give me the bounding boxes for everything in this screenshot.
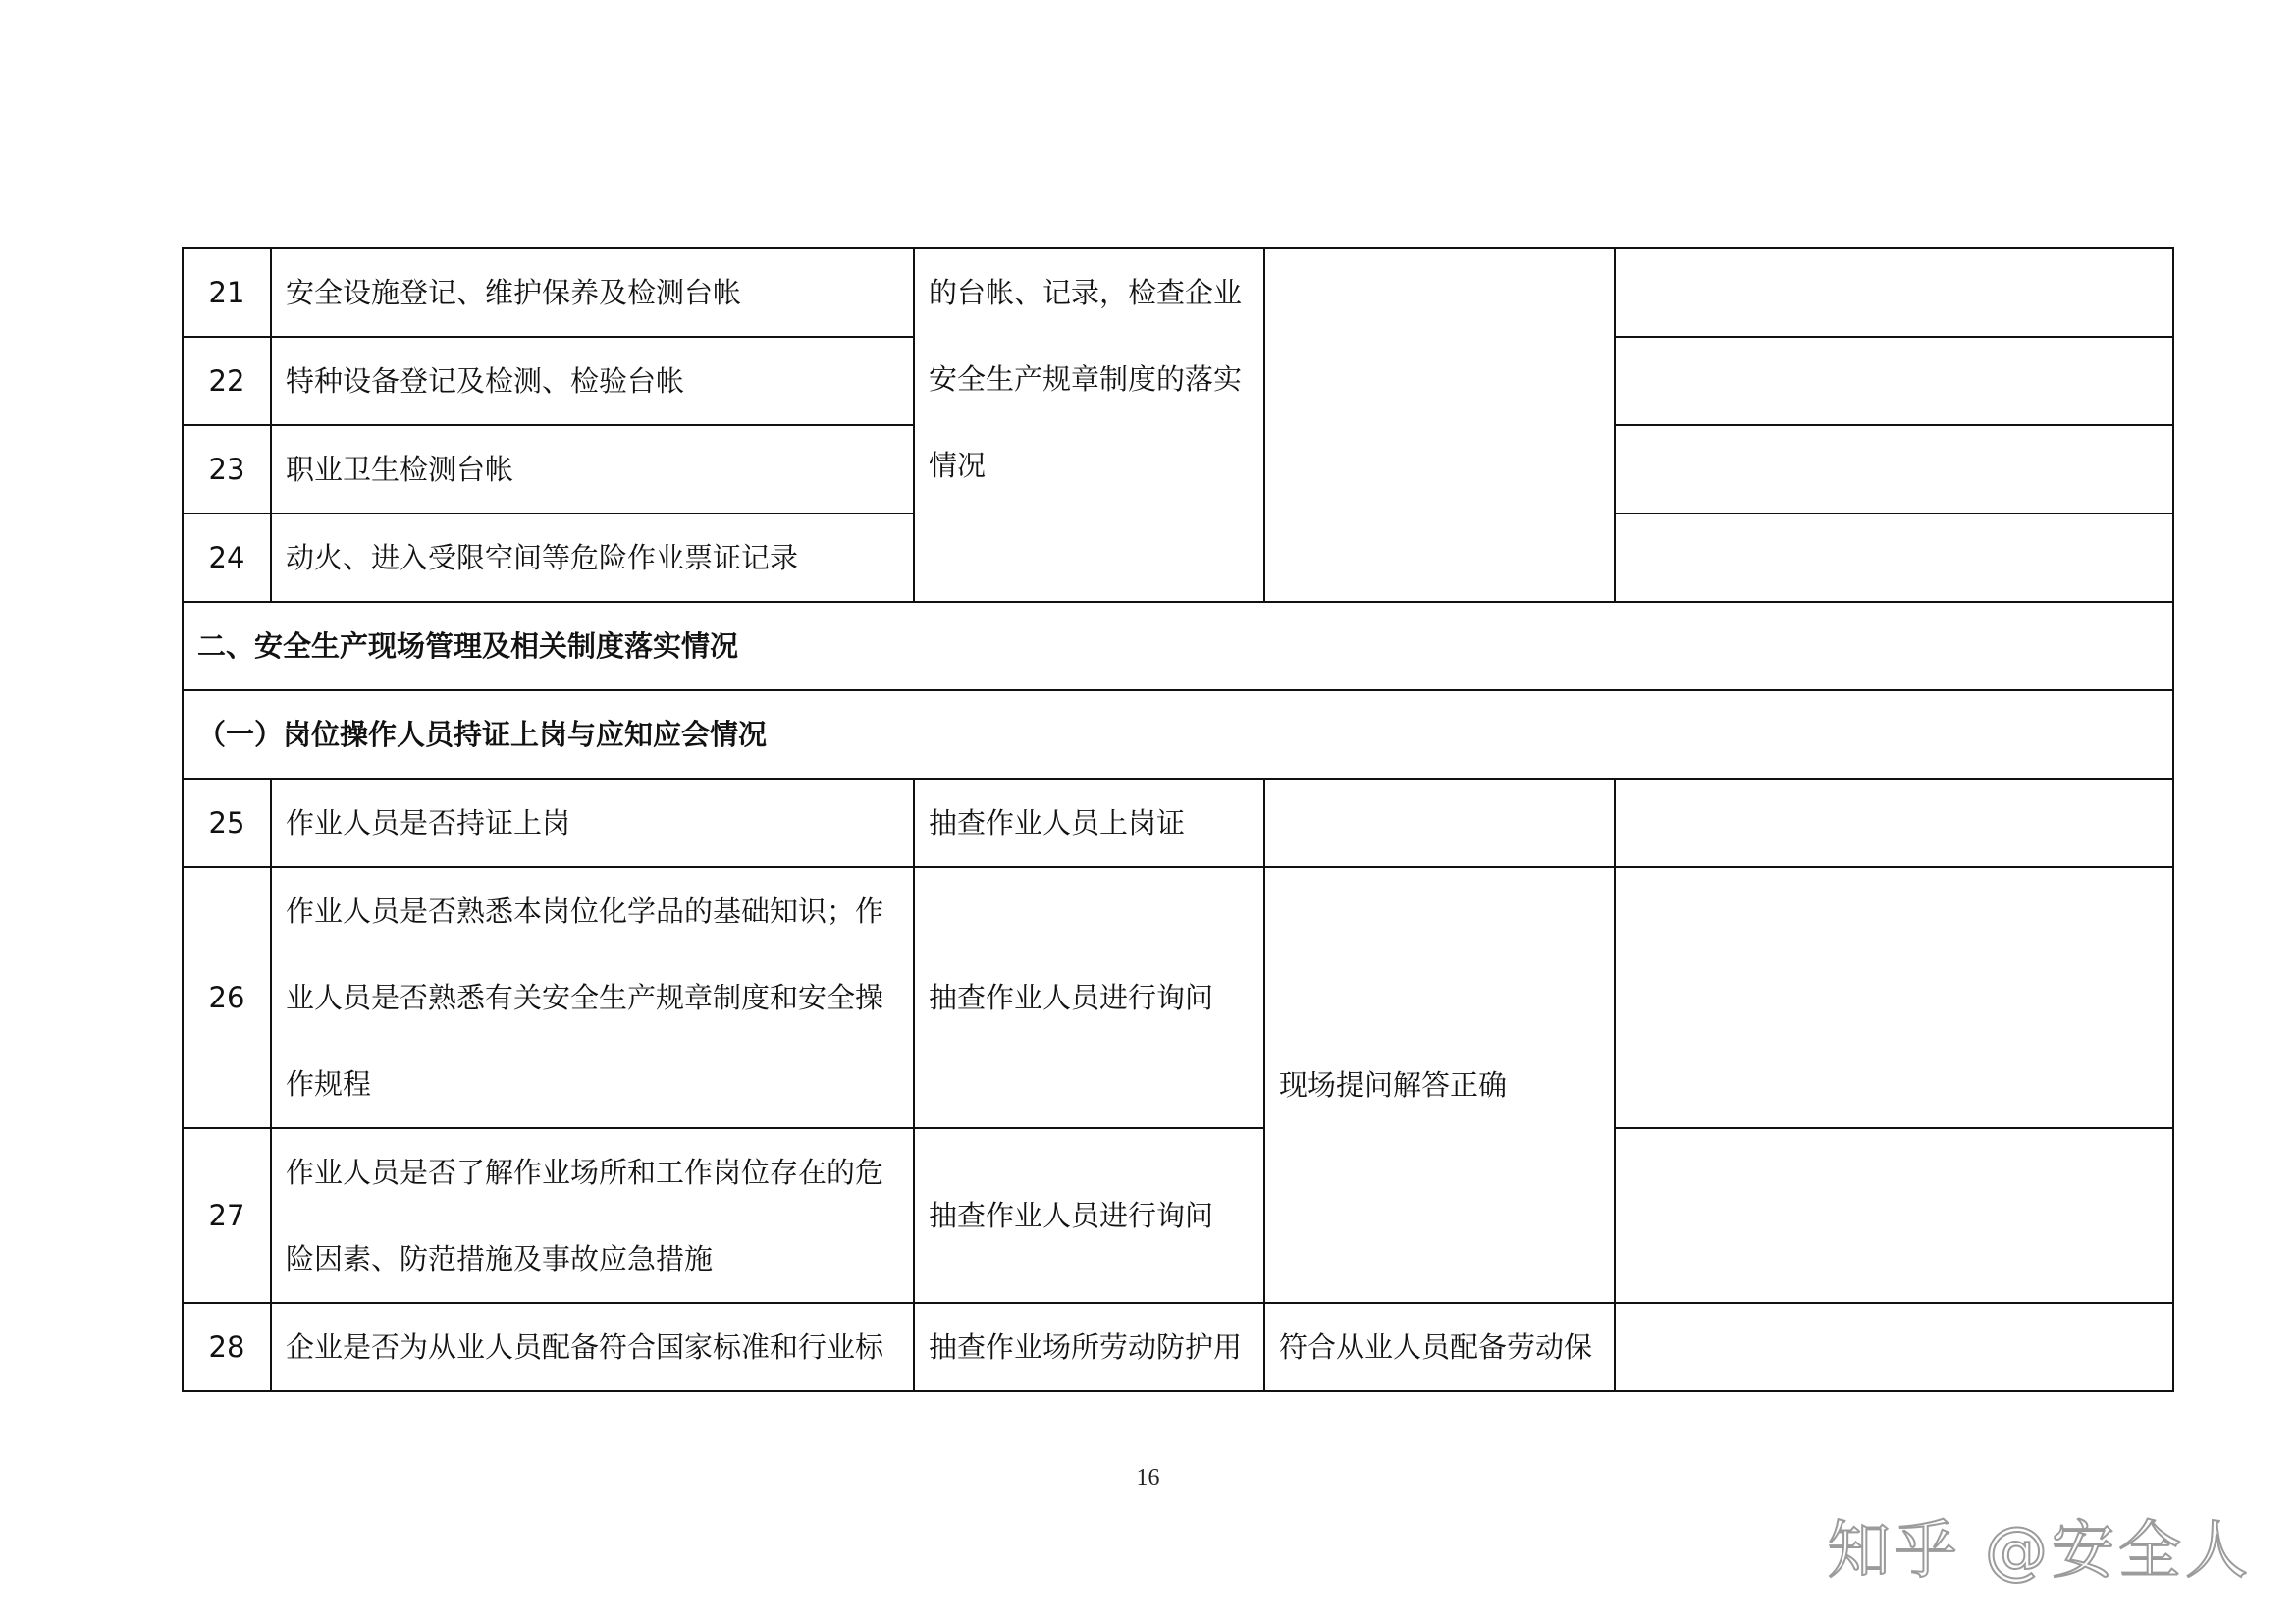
- result-cell-empty: [1615, 425, 2173, 514]
- table-row: [183, 1128, 2173, 1303]
- check-method: 抽查作业场所劳动防护用: [914, 1303, 1264, 1391]
- result-cell-empty: [1615, 1303, 2173, 1391]
- row-number: 25: [183, 779, 271, 867]
- check-item: 特种设备登记及检测、检验台帐: [271, 337, 914, 425]
- result-cell-empty: [1615, 1128, 2173, 1303]
- result-cell-empty: [1615, 779, 2173, 867]
- check-item: 职业卫生检测台帐: [271, 425, 914, 514]
- row-number: 21: [183, 248, 271, 337]
- subsection-heading-row: [183, 690, 2173, 779]
- check-standard: 符合从业人员配备劳动保: [1264, 1303, 1615, 1391]
- result-cell-empty: [1615, 867, 2173, 1128]
- inspection-checklist-table: [182, 247, 2174, 1392]
- check-standard-merged: 现场提问解答正确: [1264, 867, 1615, 1303]
- section-heading-row: [183, 602, 2173, 690]
- result-cell-empty: [1615, 337, 2173, 425]
- row-number: 28: [183, 1303, 271, 1391]
- row-number: 24: [183, 514, 271, 602]
- result-cell-empty: [1615, 248, 2173, 337]
- check-item: 作业人员是否了解作业场所和工作岗位存在的危险因素、防范措施及事故应急措施: [271, 1128, 914, 1303]
- standard-cell-empty: [1264, 779, 1615, 867]
- table-row: [183, 1303, 2173, 1391]
- check-item: 作业人员是否持证上岗: [271, 779, 914, 867]
- check-method-merged: 的台帐、记录，检查企业安全生产规章制度的落实情况: [914, 248, 1264, 602]
- table-row: [183, 779, 2173, 867]
- row-number: 26: [183, 867, 271, 1128]
- zhihu-watermark: 知乎 @安全人: [1827, 1515, 2252, 1588]
- check-method: 抽查作业人员上岗证: [914, 779, 1264, 867]
- check-item: 企业是否为从业人员配备符合国家标准和行业标: [271, 1303, 914, 1391]
- check-item: 作业人员是否熟悉本岗位化学品的基础知识；作业人员是否熟悉有关安全生产规章制度和安全操作规程: [271, 867, 914, 1128]
- table-row: [183, 867, 2173, 1128]
- subsection-heading: （一）岗位操作人员持证上岗与应知应会情况: [183, 690, 2173, 779]
- check-item: 动火、进入受限空间等危险作业票证记录: [271, 514, 914, 602]
- row-number: 23: [183, 425, 271, 514]
- check-method: 抽查作业人员进行询问: [914, 1128, 1264, 1303]
- check-method: 抽查作业人员进行询问: [914, 867, 1264, 1128]
- section-heading: 二、安全生产现场管理及相关制度落实情况: [183, 602, 2173, 690]
- check-item: 安全设施登记、维护保养及检测台帐: [271, 248, 914, 337]
- row-number: 22: [183, 337, 271, 425]
- result-cell-empty: [1615, 514, 2173, 602]
- standard-cell-empty: [1264, 248, 1615, 602]
- page-number: 16: [1136, 1465, 1160, 1490]
- row-number: 27: [183, 1128, 271, 1303]
- table-row: [183, 248, 2173, 337]
